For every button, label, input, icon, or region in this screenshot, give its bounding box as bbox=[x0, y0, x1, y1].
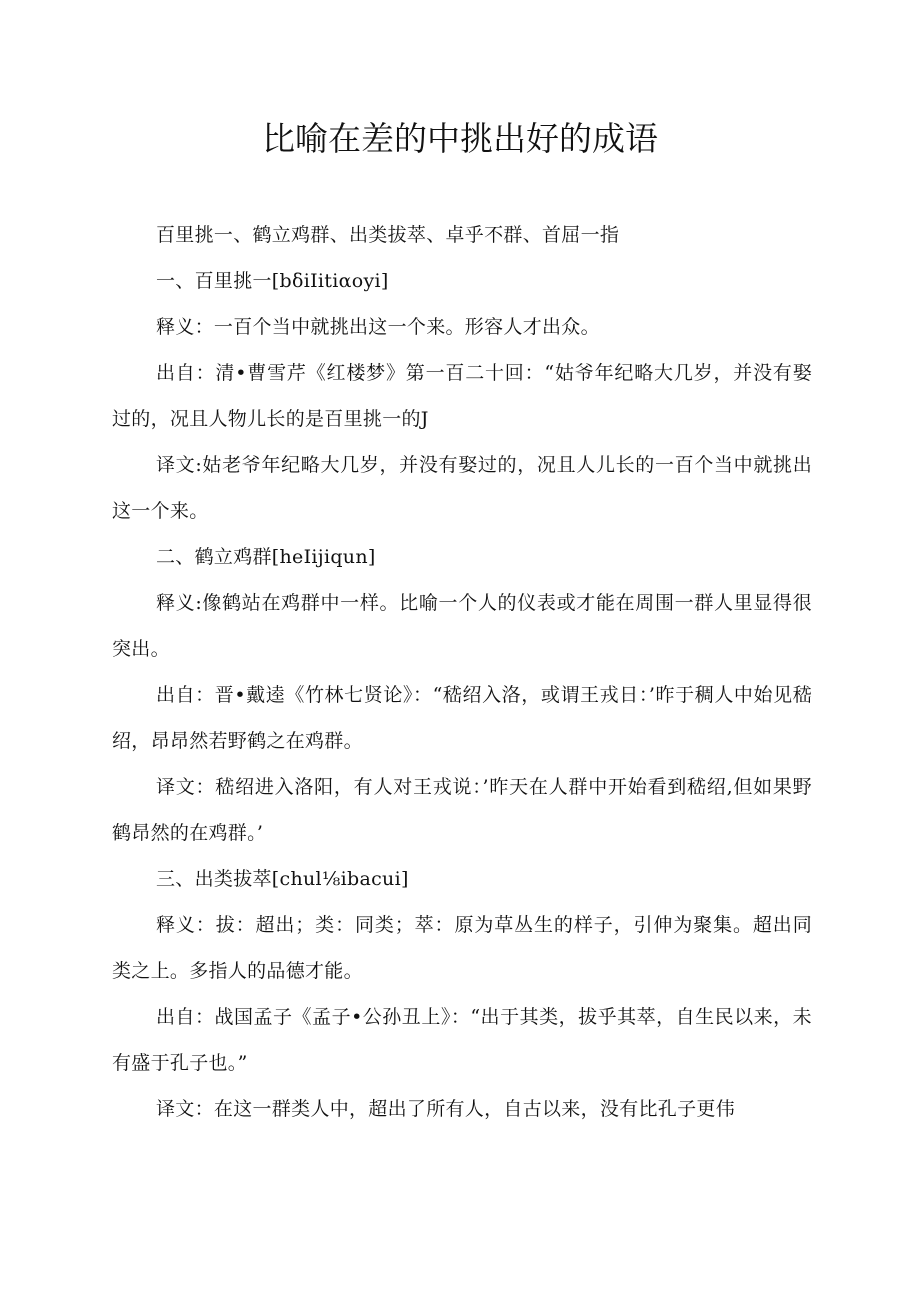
document-title: 比喻在差的中挑出好的成语 bbox=[262, 119, 658, 158]
definition-paragraph-1: 释义：一百个当中就挑出这一个来。形容人才出众。 bbox=[156, 316, 600, 338]
source-paragraph-1: 出自：清•曹雪芹《红楼梦》第一百二十回：“姑爷年纪略大几岁，并没有娶过的，况且人物儿长的是百里挑一的J bbox=[112, 362, 812, 430]
section-heading-2: 二、鹤立鸡群[heIijiqun] bbox=[156, 546, 376, 568]
source-paragraph-3: 出自：战国孟子《孟子•公孙丑上》：“出于其类，拔乎其萃，自生民以来，未有盛于孔子也。” bbox=[112, 1006, 812, 1074]
section-heading-3: 三、出类拔萃[chul⅛ibacui] bbox=[156, 868, 409, 890]
document-body bbox=[112, 212, 812, 1132]
source-paragraph-2: 出自：晋•戴逵《竹林七贤论》：“嵇绍入洛，或谓王戎日：’昨于稠人中始见嵇绍，昂昂然若野鹤之在鸡群。 bbox=[112, 684, 812, 752]
definition-paragraph-3: 释义：拔：超出；类：同类；萃：原为草丛生的样子，引伸为聚集。超出同类之上。多指人的品德才能。 bbox=[112, 914, 812, 982]
idiom-list-paragraph: 百里挑一、鹤立鸡群、出类拔萃、卓乎不群、首屈一指 bbox=[156, 224, 620, 246]
section-heading-1: 一、百里挑一[bδiIitiαoyi] bbox=[156, 270, 389, 292]
translation-paragraph-2: 译文：嵇绍进入洛阳，有人对王戎说：’昨天在人群中开始看到嵇绍,但如果野鹤昂然的在鸡群。’ bbox=[112, 776, 812, 844]
translation-paragraph-1: 译文:姑老爷年纪略大几岁，并没有娶过的，况且人儿长的一百个当中就挑出这一个来。 bbox=[112, 454, 812, 522]
definition-paragraph-2: 释义:像鹤站在鸡群中一样。比喻一个人的仪表或才能在周围一群人里显得很突出。 bbox=[112, 592, 812, 660]
translation-paragraph-3: 译文：在这一群类人中，超出了所有人，自古以来，没有比孔子更伟 bbox=[156, 1098, 736, 1120]
